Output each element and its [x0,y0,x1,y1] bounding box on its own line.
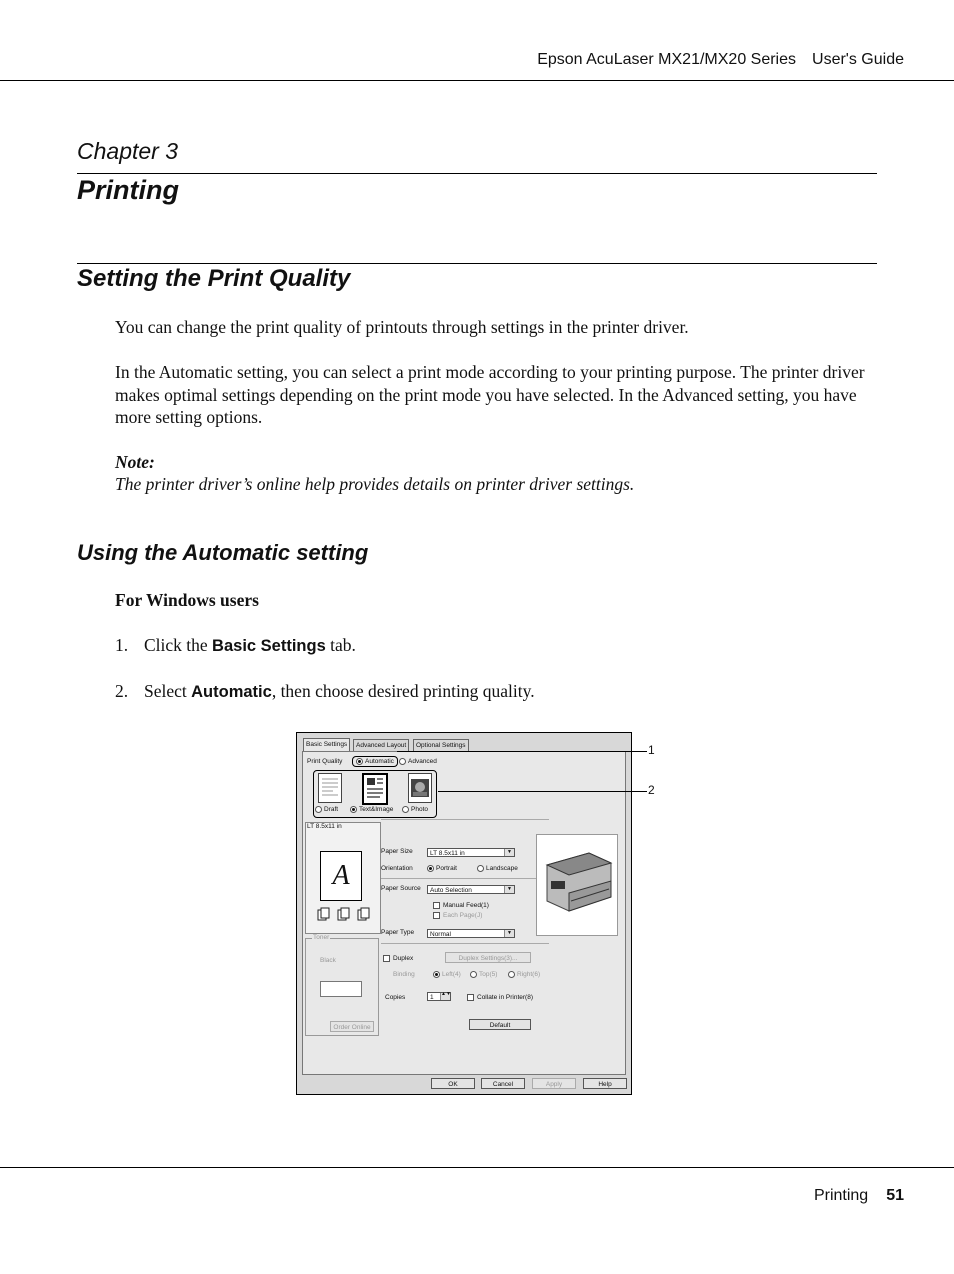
radio-dot [433,971,440,978]
step-2 [115,680,885,704]
portrait-label: Portrait [436,865,457,873]
paragraph-intro: You can change the print quality of printouts through settings in the printer driver. [115,317,689,337]
duplex-label: Duplex [393,955,414,963]
running-footer [814,1187,904,1205]
cancel-button[interactable]: Cancel [481,1078,525,1089]
footer-section: Printing [813,1187,869,1204]
tab-advanced-layout[interactable]: Advanced Layout [353,739,409,751]
paper-size-select[interactable] [427,848,515,857]
divider [381,878,549,879]
toner-group [305,934,379,1036]
each-page-label: Each Page(J) [443,912,483,920]
windows-users-heading: For Windows users [115,590,259,610]
draft-label: Draft [324,806,339,814]
radio-dot [315,806,322,813]
draft-icon[interactable] [318,773,342,803]
manual-feed-checkbox[interactable] [433,902,489,909]
draft-radio[interactable] [315,806,338,813]
radio-dot [356,758,363,765]
binding-top-radio[interactable] [470,971,497,978]
advanced-label: Advanced [408,758,437,766]
radio-dot [350,806,357,813]
landscape-radio[interactable] [477,865,518,872]
step-keyword: Automatic [191,683,272,701]
radio-dot [399,758,406,765]
step-number: 2. [115,681,129,701]
portrait-radio[interactable] [427,865,457,872]
stepper-arrows-icon: ▲▼ [440,993,450,1000]
checkbox-box [433,902,440,909]
copies-label: Copies [385,994,406,1001]
checkbox-box [383,955,390,962]
tab-basic-settings[interactable]: Basic Settings [303,738,350,751]
landscape-label: Landscape [486,865,518,873]
paper-source-select[interactable] [427,885,515,894]
running-header [537,51,904,69]
chevron-down-icon: ▼ [504,930,514,937]
step-text-pre: Click the [144,635,213,655]
basic-settings-panel [302,751,626,1075]
callout-line-2 [438,791,647,792]
radio-dot [427,865,434,872]
manual-feed-label: Manual Feed(1) [443,902,489,910]
paragraph-automatic: In the Automatic setting, you can select a print mode according to your printing purpose. The printer driver makes optimal settings depending on the print mode you have selected. In the Advanced setting, you have more setting options. [115,362,865,427]
each-page-checkbox[interactable] [433,912,482,919]
callout-1: 1 [648,743,655,757]
collate-checkbox[interactable] [467,994,533,1001]
callout-2: 2 [648,783,655,797]
layout-icons [316,907,372,923]
binding-top-label: Top(5) [479,971,498,979]
note-text: The printer driver’s online help provides details on printer driver settings. [115,474,635,494]
automatic-label: Automatic [365,758,394,765]
preview-letter: A [320,851,362,901]
default-button[interactable]: Default [469,1019,531,1030]
toner-level [320,981,362,997]
paper-source-value: Auto Selection [430,887,472,894]
radio-dot [477,865,484,872]
chapter-rule [77,173,877,174]
printer-image [536,834,618,936]
apply-button[interactable]: Apply [532,1078,576,1089]
photo-radio[interactable] [402,806,428,813]
paper-source-label: Paper Source [381,885,421,892]
photo-label: Photo [411,806,428,814]
divider [381,819,549,820]
chevron-down-icon: ▼ [504,886,514,893]
photo-icon[interactable] [408,773,432,803]
print-mode-group [313,770,437,818]
header-product: Epson AcuLaser MX21/MX20 Series [537,51,797,68]
step-1 [115,634,885,658]
paper-size-value: LT 8.5x11 in [430,850,465,857]
duplex-settings-button[interactable]: Duplex Settings(3)... [445,952,531,963]
step-text-post: tab. [325,635,356,655]
binding-left-radio[interactable] [433,971,461,978]
section-title: Setting the Print Quality [77,265,351,292]
binding-left-label: Left(4) [442,971,461,979]
checkbox-box [433,912,440,919]
step-keyword: Basic Settings [212,637,326,655]
automatic-radio[interactable] [352,756,398,767]
help-button[interactable]: Help [583,1078,627,1089]
header-rule [0,80,954,81]
radio-dot [402,806,409,813]
toner-label: Toner [313,934,330,941]
binding-label: Binding [393,971,415,978]
chapter-title: Printing [77,175,179,205]
text-image-icon[interactable] [362,773,388,805]
callout-line-1 [397,751,647,752]
ok-button[interactable]: OK [431,1078,475,1089]
print-quality-label: Print Quality [307,758,343,765]
step-text-pre: Select [144,681,192,701]
step-text-post: , then choose desired printing quality. [271,681,535,701]
chevron-down-icon: ▼ [504,849,514,856]
tab-optional-settings[interactable]: Optional Settings [413,739,469,751]
paper-size-label: Paper Size [381,848,413,855]
copies-stepper[interactable] [427,992,451,1001]
paper-type-select[interactable] [427,929,515,938]
copies-value: 1 [430,994,434,1001]
section-rule [77,263,877,264]
text-image-label: Text&Image [359,806,394,814]
preview-paper-label: LT 8.5x11 in [307,823,342,830]
paper-type-label: Paper Type [381,929,415,936]
page-number: 51 [886,1187,904,1204]
binding-right-radio[interactable] [508,971,540,978]
black-label: Black [320,957,336,964]
subsection-title: Using the Automatic setting [77,540,369,565]
footer-rule [0,1167,954,1168]
duplex-checkbox[interactable] [383,955,413,962]
orientation-label: Orientation [381,865,413,872]
divider [381,943,549,944]
radio-dot [470,971,477,978]
paper-type-value: Normal [430,931,451,938]
paper-preview [305,822,381,934]
chapter-label: Chapter 3 [77,138,179,164]
binding-right-label: Right(6) [517,971,541,979]
step-number: 1. [115,635,129,655]
collate-label: Collate in Printer(8) [477,994,533,1002]
checkbox-box [467,994,474,1001]
note-label: Note: [115,452,155,472]
advanced-radio[interactable] [399,758,437,765]
radio-dot [508,971,515,978]
text-image-radio[interactable] [350,806,393,813]
header-guide: User's Guide [812,51,904,68]
printer-driver-dialog [296,732,632,1095]
order-online-button[interactable]: Order Online [330,1021,374,1032]
